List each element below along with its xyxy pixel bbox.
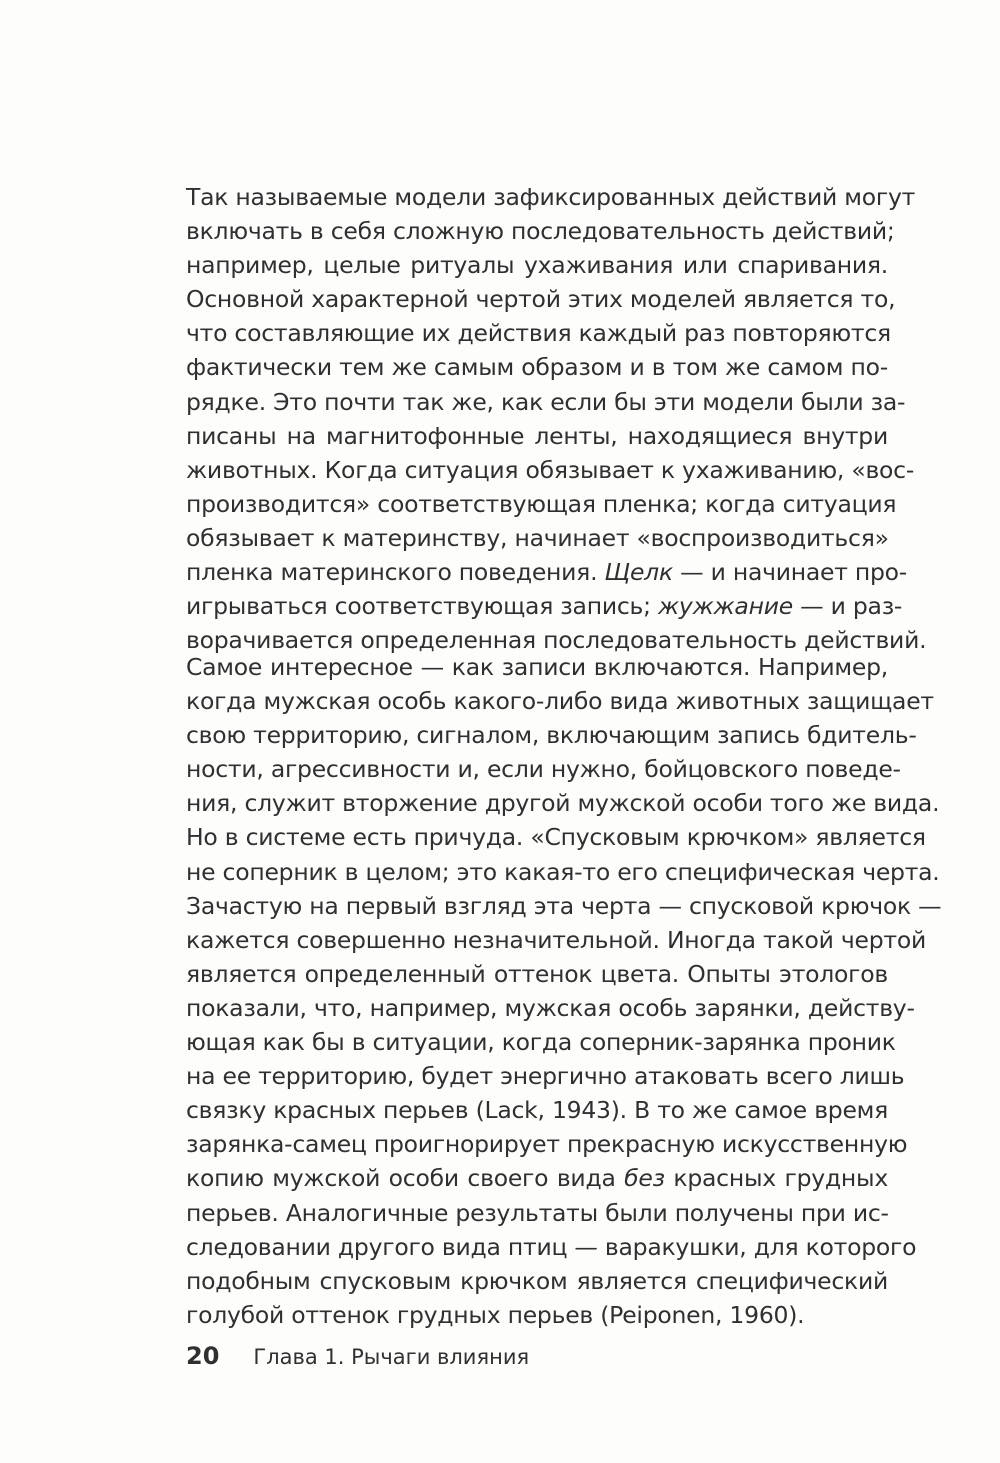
text-line: [186, 1059, 905, 1093]
text-segment: что составляющие их действия каждый раз повторяются: [186, 319, 891, 348]
text-line: [186, 453, 915, 487]
text-segment: производится» соответствующая пленка; когда ситуация: [186, 489, 897, 518]
text-line: [186, 419, 888, 453]
text-line: [186, 385, 906, 419]
italic-text: без: [624, 1164, 665, 1193]
text-line: [186, 889, 942, 923]
italic-text: жужжание: [658, 592, 793, 621]
text-segment: рядке. Это почти так же, как если бы эти модели были за-: [186, 387, 906, 416]
text-segment: животных. Когда ситуация обязывает к ухаживанию, «вос-: [186, 455, 915, 484]
text-segment: не соперник в целом; это какая-то его специфическая черта.: [186, 857, 940, 886]
text-line: [186, 589, 903, 623]
text-segment: на ее территорию, будет энергично атаковать всего лишь: [186, 1062, 905, 1091]
text-line: [186, 1230, 917, 1264]
text-line: [186, 1264, 888, 1298]
text-segment: красных грудных: [664, 1164, 888, 1193]
text-segment: Так называемые модели зафиксированных действий могут: [186, 183, 916, 211]
text-line: [186, 752, 901, 786]
text-segment: Но в системе есть причуда. «Спусковым крючком» является: [186, 823, 926, 852]
text-line: [186, 957, 888, 991]
text-line: [186, 555, 908, 589]
text-line: [186, 487, 897, 521]
text-line: [186, 1127, 908, 1161]
text-line: [186, 684, 934, 718]
text-line: [186, 1196, 888, 1230]
text-segment: Самое интересное — как записи включаются. Например,: [186, 653, 888, 681]
text-segment: — и начинает про-: [672, 558, 908, 587]
text-segment: Основной характерной чертой этих моделей является то,: [186, 285, 896, 314]
text-segment: Зачастую на первый взгляд эта черта — спусковой крючок —: [186, 891, 942, 920]
text-line: [186, 1093, 888, 1127]
paragraph-1: [186, 180, 927, 657]
text-line: [186, 316, 891, 350]
text-segment: зарянка-самец проигнорирует прекрасную искусственную: [186, 1130, 908, 1159]
text-segment: например, целые ритуалы ухаживания или спаривания.: [186, 251, 888, 280]
text-segment: ющая как бы в ситуации, когда соперник-зарянка проник: [186, 1028, 896, 1057]
text-segment: свою территорию, сигналом, включающим запись бдитель-: [186, 721, 917, 750]
text-segment: — и раз-: [792, 592, 903, 621]
text-line: [186, 820, 926, 854]
text-segment: фактически тем же самым образом и в том же самом по-: [186, 353, 888, 382]
text-segment: следовании другого вида птиц — варакушки, для которого: [186, 1232, 917, 1261]
text-segment: включать в себя сложную последовательность действий;: [186, 217, 895, 246]
text-segment: копию мужской особи своего вида: [186, 1164, 625, 1193]
running-head: Глава 1. Рычаги влияния: [253, 1345, 530, 1369]
text-line: [186, 786, 940, 820]
italic-text: Щелк: [604, 558, 673, 587]
text-segment: является определенный оттенок цвета. Опыты этологов: [186, 959, 888, 988]
text-segment: пленка материнского поведения.: [186, 558, 605, 587]
text-line: [186, 248, 888, 282]
text-segment: писаны на магнитофонные ленты, находящиеся внутри: [186, 421, 888, 450]
page-number: 20: [186, 1342, 220, 1370]
text-segment: ния, служит вторжение другой мужской особи того же вида.: [186, 789, 940, 818]
text-line: [186, 1025, 896, 1059]
text-segment: подобным спусковым крючком является специфический: [186, 1266, 888, 1295]
text-segment: перьев. Аналогичные результаты были получены при ис-: [186, 1198, 889, 1227]
text-line: [186, 282, 896, 316]
text-segment: игрываться соответствующая запись;: [186, 592, 659, 621]
text-line: [186, 180, 916, 214]
text-segment: голубой оттенок грудных перьев (Peiponen, 1960).: [186, 1300, 805, 1329]
text-segment: когда мужская особь какого-либо вида животных защищает: [186, 687, 934, 716]
page-footer: [186, 1342, 529, 1370]
text-line: [186, 855, 940, 889]
paragraph-2: [186, 650, 942, 1332]
text-segment: кажется совершенно незначительной. Иногда такой чертой: [186, 925, 927, 954]
text-line: [186, 214, 895, 248]
text-line: [186, 923, 927, 957]
text-segment: ности, агрессивности и, если нужно, бойцовского поведе-: [186, 755, 901, 784]
text-line: [186, 991, 915, 1025]
text-line: [186, 1161, 888, 1195]
text-segment: обязывает к материнству, начинает «воспроизводиться»: [186, 523, 889, 552]
text-segment: связку красных перьев (Lack, 1943). В то же самое время: [186, 1096, 889, 1125]
text-segment: ворачивается определенная последовательность действий.: [186, 626, 927, 655]
text-line: [186, 1298, 888, 1332]
text-segment: показали, что, например, мужская особь зарянки, действу-: [186, 993, 915, 1022]
text-line: [186, 521, 888, 555]
text-line: [186, 718, 917, 752]
text-line: [186, 350, 888, 384]
text-line: [186, 650, 888, 684]
